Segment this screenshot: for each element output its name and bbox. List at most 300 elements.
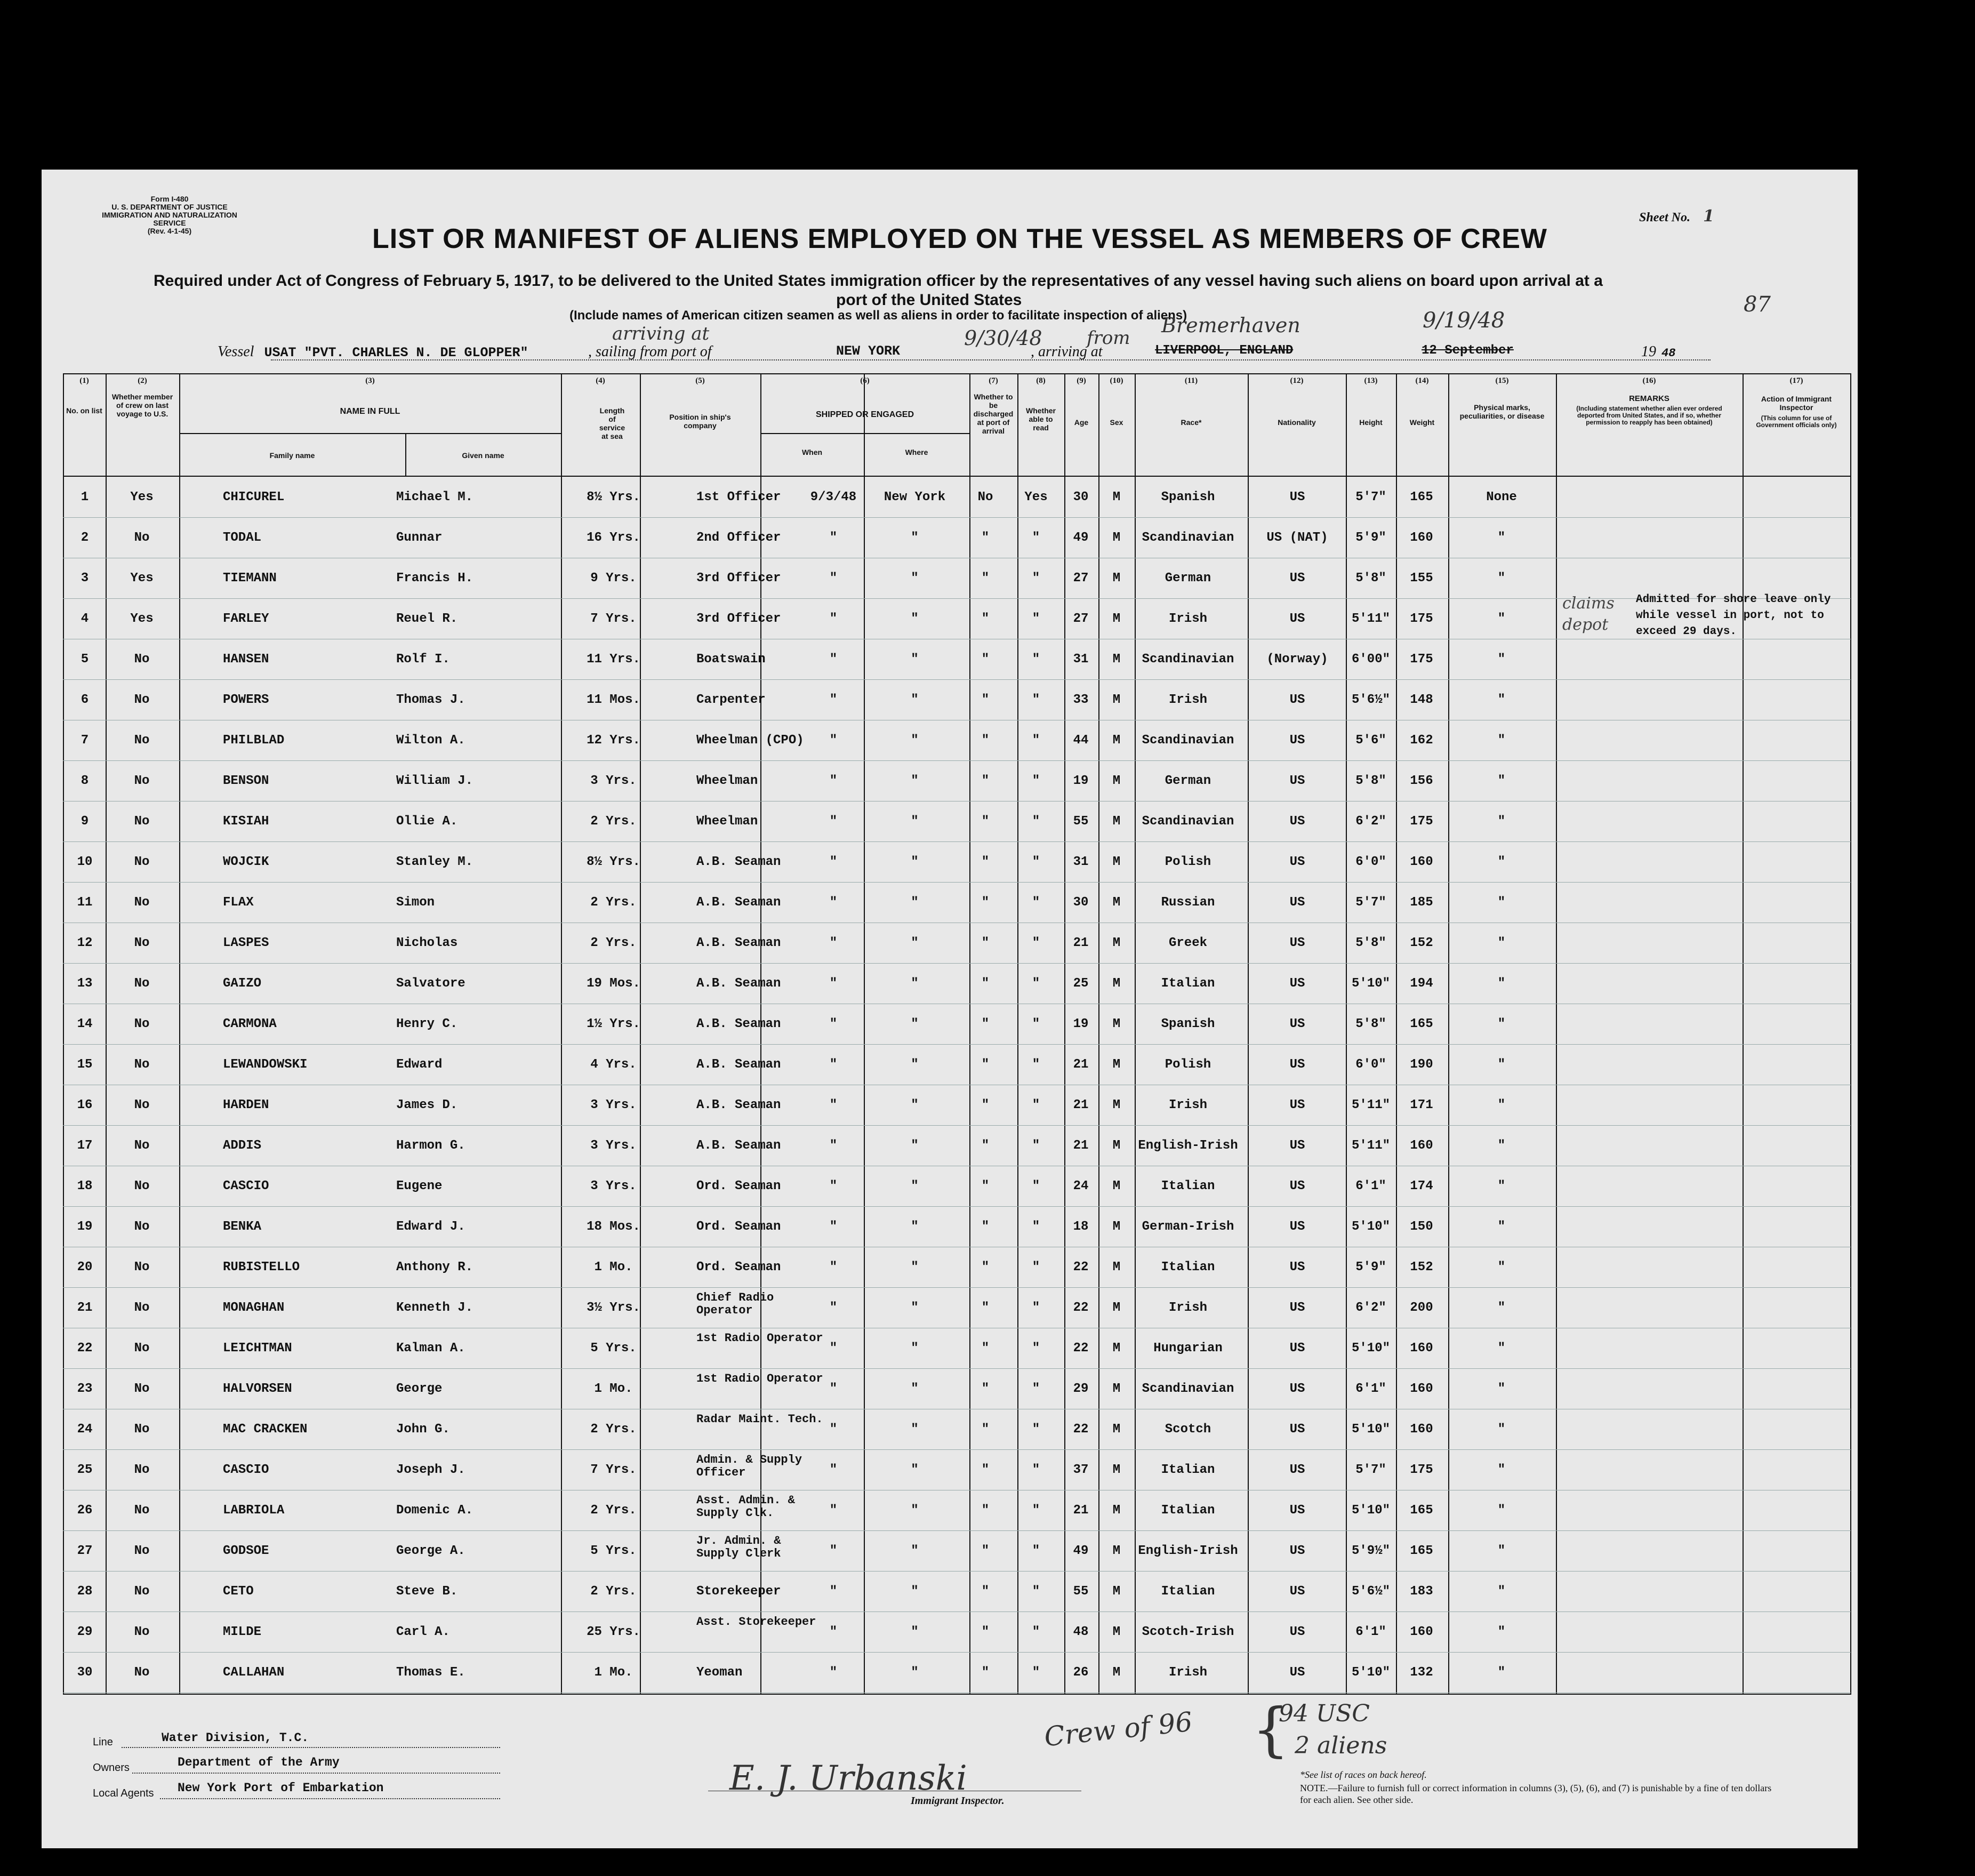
- cell-when: ": [829, 1463, 838, 1477]
- cell-disch: ": [981, 1017, 990, 1031]
- cell-height: 6'1": [1355, 1382, 1386, 1396]
- cell-age: 19: [1073, 1017, 1089, 1031]
- cell-disch: ": [981, 1544, 990, 1558]
- cell-physical: ": [1497, 531, 1506, 545]
- cell-height: 5'9": [1355, 531, 1386, 545]
- cell-position: A.B. Seaman: [696, 976, 781, 991]
- cell-physical: ": [1497, 652, 1506, 667]
- cell-age: 22: [1073, 1341, 1089, 1356]
- cell-disch: ": [981, 531, 990, 545]
- cell-race: Russian: [1161, 895, 1215, 910]
- cell-physical: ": [1497, 1098, 1506, 1112]
- cell-length: 3 Yrs.: [590, 1139, 637, 1153]
- cell-age: 21: [1073, 1098, 1089, 1112]
- cell-given: Kenneth J.: [396, 1301, 473, 1315]
- from-hand: from: [1087, 327, 1130, 349]
- cell-height: 5'10": [1351, 1503, 1390, 1518]
- cell-sex: M: [1112, 1625, 1121, 1639]
- cell-family: MILDE: [223, 1625, 262, 1639]
- cell-nat: US: [1289, 895, 1305, 910]
- cell-when: ": [829, 652, 838, 667]
- cell-voyage: No: [134, 1179, 150, 1193]
- cell-disch: ": [981, 895, 990, 910]
- cell-given: Nicholas: [396, 936, 458, 950]
- cell-when: ": [829, 774, 838, 788]
- form-header: [100, 195, 239, 235]
- cell-family: ADDIS: [223, 1139, 262, 1153]
- cell-given: George: [396, 1382, 443, 1396]
- cell-given: James D.: [396, 1098, 458, 1112]
- cell-weight: 194: [1410, 976, 1433, 991]
- cell-sex: M: [1112, 1179, 1121, 1193]
- cell-physical: ": [1497, 976, 1506, 991]
- cell-when: ": [829, 1098, 838, 1112]
- cell-physical: ": [1497, 814, 1506, 829]
- table-row: [63, 1167, 1851, 1205]
- cell-voyage: No: [134, 1017, 150, 1031]
- table-row: [63, 1248, 1851, 1286]
- table-row: [63, 761, 1851, 799]
- cell-no: 24: [77, 1422, 93, 1437]
- cell-physical: ": [1497, 693, 1506, 707]
- cell-height: 5'11": [1351, 612, 1390, 626]
- row-rule: [63, 963, 1851, 964]
- cell-position: Admin. & Supply Officer: [696, 1453, 802, 1479]
- row-rule: [63, 1368, 1851, 1369]
- cell-when: ": [829, 855, 838, 869]
- cell-length: 11 Yrs.: [587, 652, 640, 667]
- cell-given: Gunnar: [396, 531, 443, 545]
- sailing-label: , sailing from port of: [588, 343, 712, 360]
- cell-race: Irish: [1168, 1665, 1207, 1680]
- cell-sex: M: [1112, 774, 1121, 788]
- cell-position: Asst. Storekeeper: [696, 1615, 816, 1629]
- table-row: [63, 721, 1851, 759]
- col-num-15: (15): [1495, 376, 1509, 385]
- cell-where: ": [911, 531, 919, 545]
- cell-age: 21: [1073, 936, 1089, 950]
- cell-family: POWERS: [223, 693, 269, 707]
- cell-nat: US: [1289, 976, 1305, 991]
- table-top-rule: [63, 373, 1851, 374]
- col-header-name: NAME IN FULL: [340, 407, 400, 416]
- cell-height: 5'11": [1351, 1139, 1390, 1153]
- cell-no: 10: [77, 855, 93, 869]
- cell-given: Edward J.: [396, 1220, 465, 1234]
- crew-table: [63, 373, 1851, 1695]
- cell-nat: US: [1289, 490, 1305, 504]
- cell-no: 17: [77, 1139, 93, 1153]
- cell-read: ": [1032, 1260, 1040, 1274]
- cell-age: 27: [1073, 612, 1089, 626]
- cell-weight: 175: [1410, 652, 1433, 667]
- cell-where: ": [911, 1382, 919, 1396]
- crew-note: Crew of 96: [1042, 1706, 1194, 1753]
- cell-disch: ": [981, 1503, 990, 1518]
- cell-disch: ": [981, 976, 990, 991]
- cell-disch: ": [981, 1463, 990, 1477]
- row-rule: [63, 841, 1851, 842]
- cell-family: CALLAHAN: [223, 1665, 285, 1680]
- cell-age: 22: [1073, 1422, 1089, 1437]
- cell-voyage: No: [134, 976, 150, 991]
- cell-sex: M: [1112, 1584, 1121, 1599]
- form-service: IMMIGRATION AND NATURALIZATION SERVICE: [102, 211, 237, 227]
- cell-race: Scotch-Irish: [1142, 1625, 1234, 1639]
- cell-height: 5'8": [1355, 774, 1386, 788]
- cell-no: 28: [77, 1584, 93, 1599]
- cell-race: Spanish: [1161, 490, 1215, 504]
- cell-when: ": [829, 1179, 838, 1193]
- cell-nat: US: [1289, 1017, 1305, 1031]
- cell-length: 1½ Yrs.: [587, 1017, 640, 1031]
- cell-disch: ": [981, 571, 990, 586]
- cell-given: Eugene: [396, 1179, 443, 1193]
- arriving-label: , arriving at: [1031, 343, 1103, 360]
- cell-height: 6'2": [1355, 814, 1386, 829]
- cell-read: ": [1032, 1665, 1040, 1680]
- cell-voyage: No: [134, 531, 150, 545]
- cell-position: 3rd Officer: [696, 612, 781, 626]
- cell-position: Storekeeper: [696, 1584, 781, 1599]
- cell-position: A.B. Seaman: [696, 895, 781, 910]
- cell-voyage: No: [134, 814, 150, 829]
- cell-sex: M: [1112, 693, 1121, 707]
- cell-position: A.B. Seaman: [696, 936, 781, 950]
- col-header-weight: Weight: [1409, 418, 1435, 427]
- cell-height: 5'10": [1351, 1665, 1390, 1680]
- cell-weight: 132: [1410, 1665, 1433, 1680]
- cell-weight: 150: [1410, 1220, 1433, 1234]
- cell-sex: M: [1112, 1220, 1121, 1234]
- cell-sex: M: [1112, 612, 1121, 626]
- cell-where: ": [911, 1017, 919, 1031]
- cell-where: ": [911, 1625, 919, 1639]
- cell-read: ": [1032, 1220, 1040, 1234]
- row-rule: [63, 1287, 1851, 1288]
- cell-voyage: No: [134, 1584, 150, 1599]
- table-row: [63, 518, 1851, 556]
- cell-disch: ": [981, 693, 990, 707]
- cell-given: Harmon G.: [396, 1139, 465, 1153]
- cell-where: ": [911, 612, 919, 626]
- col-header-race: Race*: [1181, 418, 1202, 427]
- col-header-no: No. on list: [66, 406, 102, 415]
- cell-voyage: Yes: [130, 571, 154, 586]
- cell-height: 5'7": [1355, 490, 1386, 504]
- cell-physical: ": [1497, 1544, 1506, 1558]
- cell-nat: US: [1289, 814, 1305, 829]
- col-header-voyage: Whether member of crew on last voyage to U.S.: [111, 392, 173, 418]
- cell-race: Scandinavian: [1142, 1382, 1234, 1396]
- cell-no: 16: [77, 1098, 93, 1112]
- cell-position: Boatswain: [696, 652, 766, 667]
- cell-no: 30: [77, 1665, 93, 1680]
- cell-voyage: No: [134, 1139, 150, 1153]
- cell-sex: M: [1112, 814, 1121, 829]
- cell-length: 18 Mos.: [587, 1220, 640, 1234]
- cell-where: ": [911, 1098, 919, 1112]
- cell-given: Simon: [396, 895, 435, 910]
- cell-race: Italian: [1161, 1463, 1215, 1477]
- cell-voyage: No: [134, 1625, 150, 1639]
- cell-weight: 183: [1410, 1584, 1433, 1599]
- col-header-sex: Sex: [1110, 418, 1123, 427]
- cell-no: 19: [77, 1220, 93, 1234]
- cell-given: Domenic A.: [396, 1503, 473, 1518]
- crew-note-aliens: 2 aliens: [1295, 1732, 1387, 1759]
- cell-height: 5'8": [1355, 936, 1386, 950]
- owners-label: Owners: [93, 1762, 130, 1774]
- cell-disch: ": [981, 1422, 990, 1437]
- cell-when: ": [829, 1341, 838, 1356]
- cell-read: ": [1032, 1139, 1040, 1153]
- row-rule: [63, 517, 1851, 518]
- table-row: [63, 802, 1851, 840]
- cell-no: 12: [77, 936, 93, 950]
- row-rule: [63, 760, 1851, 761]
- table-row: [63, 1207, 1851, 1245]
- cell-age: 26: [1073, 1665, 1089, 1680]
- cell-height: 5'7": [1355, 1463, 1386, 1477]
- cell-age: 18: [1073, 1220, 1089, 1234]
- cell-voyage: No: [134, 1503, 150, 1518]
- table-row: [63, 1491, 1851, 1529]
- cell-family: TODAL: [223, 531, 262, 545]
- races-note: *See list of races on back hereof.: [1300, 1769, 1427, 1780]
- cell-where: New York: [884, 490, 946, 504]
- table-row: [63, 1329, 1851, 1367]
- cell-no: 9: [81, 814, 89, 829]
- col-num-6: (6): [860, 376, 870, 385]
- cell-given: Henry C.: [396, 1017, 458, 1031]
- cell-height: 6'0": [1355, 855, 1386, 869]
- cell-race: Polish: [1165, 855, 1211, 869]
- cell-no: 21: [77, 1301, 93, 1315]
- cell-voyage: No: [134, 895, 150, 910]
- cell-age: 48: [1073, 1625, 1089, 1639]
- cell-disch: ": [981, 1098, 990, 1112]
- cell-given: Carl A.: [396, 1625, 450, 1639]
- cell-physical: ": [1497, 1301, 1506, 1315]
- cell-nat: US: [1289, 774, 1305, 788]
- cell-sex: M: [1112, 1503, 1121, 1518]
- cell-race: Hungarian: [1153, 1341, 1223, 1356]
- cell-voyage: No: [134, 1098, 150, 1112]
- cell-physical: ": [1497, 1179, 1506, 1193]
- cell-length: 8½ Yrs.: [587, 490, 640, 504]
- col-num-1: (1): [79, 376, 89, 385]
- cell-no: 14: [77, 1017, 93, 1031]
- year-value: 48: [1661, 347, 1676, 360]
- cell-race: German: [1165, 571, 1211, 586]
- cell-position: Chief Radio Operator: [696, 1291, 774, 1317]
- cell-race: German: [1165, 774, 1211, 788]
- page-subtitle-note: (Include names of American citizen seamen as well as aliens in order to facilitate inspection of aliens): [569, 308, 1187, 323]
- cell-no: 18: [77, 1179, 93, 1193]
- crew-note-brace: {: [1252, 1695, 1289, 1763]
- cell-when: ": [829, 1301, 838, 1315]
- cell-weight: 185: [1410, 895, 1433, 910]
- col-num-9: (9): [1077, 376, 1086, 385]
- sheet-label: Sheet No.: [1639, 211, 1690, 225]
- cell-physical: ": [1497, 855, 1506, 869]
- cell-nat: US: [1289, 1260, 1305, 1274]
- cell-when: ": [829, 693, 838, 707]
- col-header-discharged: Whether to be discharged at port of arrival: [973, 392, 1014, 435]
- cell-race: Scandinavian: [1142, 814, 1234, 829]
- page-title: LIST OR MANIFEST OF ALIENS EMPLOYED ON THE VESSEL AS MEMBERS OF CREW: [372, 223, 1547, 254]
- cell-voyage: Yes: [130, 612, 154, 626]
- col-num-5: (5): [695, 376, 705, 385]
- cell-weight: 148: [1410, 693, 1433, 707]
- cell-weight: 175: [1410, 612, 1433, 626]
- cell-position: Ord. Seaman: [696, 1179, 781, 1193]
- cell-sex: M: [1112, 1057, 1121, 1072]
- cell-sex: M: [1112, 1544, 1121, 1558]
- cell-where: ": [911, 936, 919, 950]
- cell-no: 6: [81, 693, 89, 707]
- cell-family: MONAGHAN: [223, 1301, 285, 1315]
- cell-where: ": [911, 1463, 919, 1477]
- cell-where: ": [911, 1584, 919, 1599]
- cell-read: ": [1032, 1422, 1040, 1437]
- cell-age: 27: [1073, 571, 1089, 586]
- cell-physical: ": [1497, 1584, 1506, 1599]
- cell-position: A.B. Seaman: [696, 1017, 781, 1031]
- cell-family: CETO: [223, 1584, 254, 1599]
- cell-age: 21: [1073, 1057, 1089, 1072]
- cell-given: Thomas J.: [396, 693, 465, 707]
- cell-position: A.B. Seaman: [696, 1139, 781, 1153]
- cell-race: Greek: [1168, 936, 1207, 950]
- cell-family: LASPES: [223, 936, 269, 950]
- cell-no: 13: [77, 976, 93, 991]
- cell-voyage: No: [134, 936, 150, 950]
- cell-where: ": [911, 774, 919, 788]
- cell-height: 5'8": [1355, 1017, 1386, 1031]
- cell-nat: US (NAT): [1266, 531, 1328, 545]
- cell-weight: 160: [1410, 1422, 1433, 1437]
- vessel-underline: [271, 359, 1711, 360]
- sheet-value: 1: [1703, 207, 1714, 226]
- form-department: U. S. DEPARTMENT OF JUSTICE: [111, 203, 228, 211]
- cell-weight: 160: [1410, 531, 1433, 545]
- cell-where: ": [911, 814, 919, 829]
- cell-voyage: No: [134, 1665, 150, 1680]
- col-num-10: (10): [1110, 376, 1123, 385]
- cell-where: ": [911, 1665, 919, 1680]
- cell-no: 26: [77, 1503, 93, 1518]
- cell-no: 8: [81, 774, 89, 788]
- cell-physical: ": [1497, 1341, 1506, 1356]
- cell-voyage: No: [134, 652, 150, 667]
- table-row: [63, 1126, 1851, 1164]
- cell-nat: US: [1289, 1503, 1305, 1518]
- cell-nat: US: [1289, 693, 1305, 707]
- table-row: [63, 1045, 1851, 1083]
- cell-nat: US: [1289, 1057, 1305, 1072]
- cell-physical: ": [1497, 1463, 1506, 1477]
- fine-note: NOTE.—Failure to furnish full or correct information in columns (3), (5), (6), and (7) is punishable by a fine of ten dollars for each alien. See other side.: [1300, 1783, 1772, 1805]
- cell-position: A.B. Seaman: [696, 1057, 781, 1072]
- cell-read: ": [1032, 1503, 1040, 1518]
- cell-family: GODSOE: [223, 1544, 269, 1558]
- cell-age: 22: [1073, 1260, 1089, 1274]
- cell-given: Francis H.: [396, 571, 473, 586]
- cell-no: 15: [77, 1057, 93, 1072]
- cell-race: English-Irish: [1138, 1139, 1238, 1153]
- cell-read: ": [1032, 774, 1040, 788]
- cell-disch: ": [981, 733, 990, 748]
- cell-where: ": [911, 1544, 919, 1558]
- cell-nat: US: [1289, 571, 1305, 586]
- cell-given: Salvatore: [396, 976, 465, 991]
- cell-no: 29: [77, 1625, 93, 1639]
- cell-age: 55: [1073, 1584, 1089, 1599]
- cell-physical: ": [1497, 1422, 1506, 1437]
- cell-given: Rolf I.: [396, 652, 450, 667]
- row-rule: [63, 1125, 1851, 1126]
- cell-length: 5 Yrs.: [590, 1544, 637, 1558]
- cell-family: FLAX: [223, 895, 254, 910]
- cell-sex: M: [1112, 1017, 1121, 1031]
- cell-age: 55: [1073, 814, 1089, 829]
- cell-no: 23: [77, 1382, 93, 1396]
- cell-position: Ord. Seaman: [696, 1220, 781, 1234]
- cell-when: ": [829, 936, 838, 950]
- cell-when: ": [829, 1544, 838, 1558]
- cell-where: ": [911, 693, 919, 707]
- cell-length: 12 Yrs.: [587, 733, 640, 748]
- cell-position: Yeoman: [696, 1665, 743, 1680]
- cell-where: ": [911, 571, 919, 586]
- cell-position: 1st Radio Operator: [696, 1332, 823, 1345]
- form-number: Form I-480: [150, 195, 189, 203]
- cell-disch: ": [981, 1341, 990, 1356]
- cell-given: Ollie A.: [396, 814, 458, 829]
- table-row: [63, 1653, 1851, 1691]
- cell-when: ": [829, 1220, 838, 1234]
- cell-height: 5'6": [1355, 733, 1386, 748]
- cell-length: 2 Yrs.: [590, 814, 637, 829]
- cell-no: 7: [81, 733, 89, 748]
- cell-family: PHILBLAD: [223, 733, 285, 748]
- col-num-2: (2): [138, 376, 147, 385]
- cell-family: KISIAH: [223, 814, 269, 829]
- cell-disch: ": [981, 855, 990, 869]
- cell-physical: ": [1497, 936, 1506, 950]
- cell-length: 1 Mo.: [594, 1665, 633, 1680]
- cell-nat: US: [1289, 1665, 1305, 1680]
- cell-disch: ": [981, 1260, 990, 1274]
- cell-length: 3 Yrs.: [590, 1179, 637, 1193]
- cell-race: Italian: [1161, 1503, 1215, 1518]
- cell-length: 7 Yrs.: [590, 612, 637, 626]
- cell-weight: 162: [1410, 733, 1433, 748]
- cell-voyage: No: [134, 1260, 150, 1274]
- cell-position: 1st Radio Operator: [696, 1372, 823, 1385]
- cell-nat: (Norway): [1266, 652, 1328, 667]
- cell-weight: 200: [1410, 1301, 1433, 1315]
- cell-race: Spanish: [1161, 1017, 1215, 1031]
- cell-when: ": [829, 895, 838, 910]
- cell-length: 2 Yrs.: [590, 1422, 637, 1437]
- cell-disch: ": [981, 1139, 990, 1153]
- cell-physical: ": [1497, 733, 1506, 748]
- cell-given: John G.: [396, 1422, 450, 1437]
- table-row: [63, 1450, 1851, 1488]
